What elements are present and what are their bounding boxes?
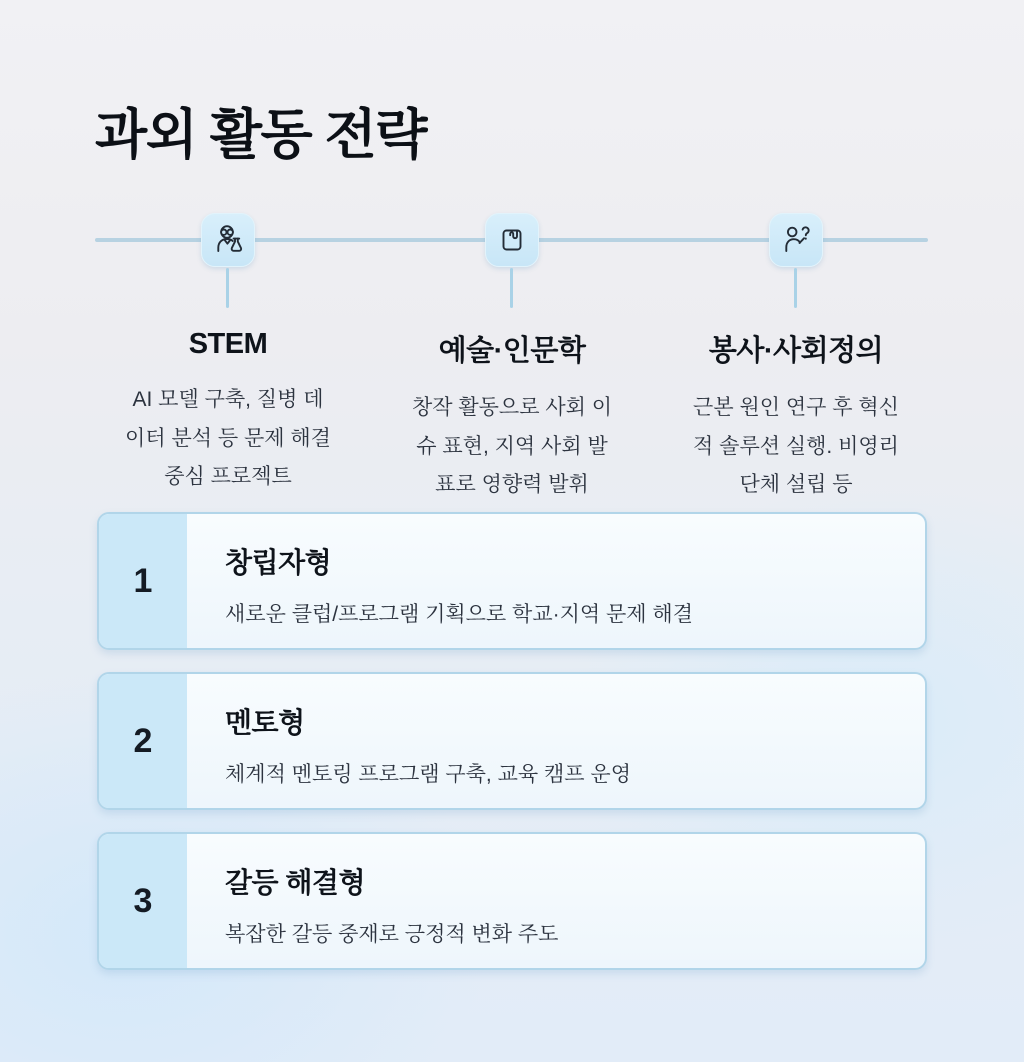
card-title: 멘토형 [225,707,305,738]
timeline-node-stem [201,213,255,267]
card-number-badge: 3 [99,834,187,968]
timeline-columns [0,328,1024,505]
page-title: 과외 활동 전략 [95,105,426,165]
timeline-node-arts [485,213,539,267]
column-text-line: 창작 활동으로 사회 이 [411,396,613,419]
timeline-connector [794,268,797,308]
column-text-line: 슈 표현, 지역 사회 발 [416,434,608,458]
timeline-node-service [769,213,823,267]
column-text-line: 적 솔루션 실행. 비영리 [693,434,899,458]
column-heading: 봉사·사회정의 [708,335,884,367]
strategy-card-conflict-resolver [97,832,927,970]
card-description: 복잡한 갈등 중재로 긍정적 변화 주도 [225,923,559,946]
card-content [187,674,925,808]
card-number-badge: 1 [99,514,187,648]
timeline-connector [510,268,513,308]
card-title: 창립자형 [225,547,332,578]
card-description: 체계적 멘토링 프로그램 구축, 교육 캠프 운영 [225,763,631,786]
strategy-card-mentor [97,672,927,810]
card-content [187,514,925,648]
column-text-line: 단체 설립 등 [739,473,853,496]
column-heading: STEM [188,328,268,360]
strategy-card-founder [97,512,927,650]
column-text-line: AI 모델 구축, 질병 데 [132,388,324,411]
paint-bucket-icon [494,222,530,258]
column-text-line: 표로 영향력 발휘 [435,473,589,496]
person-question-icon [778,222,814,258]
scientist-flask-icon [210,222,246,258]
timeline-connector [226,268,229,308]
column-stem [88,328,368,505]
card-content [187,834,925,968]
card-title: 갈등 해결형 [225,867,366,898]
column-arts-humanities [372,328,652,505]
column-heading: 예술·인문학 [438,335,586,367]
card-number-badge: 2 [99,674,187,808]
column-text-line: 근본 원인 연구 후 혁신 [693,396,899,419]
card-description: 새로운 클럽/프로그램 기획으로 학교·지역 문제 해결 [225,603,694,626]
column-text-line: 이터 분석 등 문제 해결 [125,426,331,450]
column-text-line: 중심 프로젝트 [164,465,292,488]
column-service-justice [656,328,936,505]
